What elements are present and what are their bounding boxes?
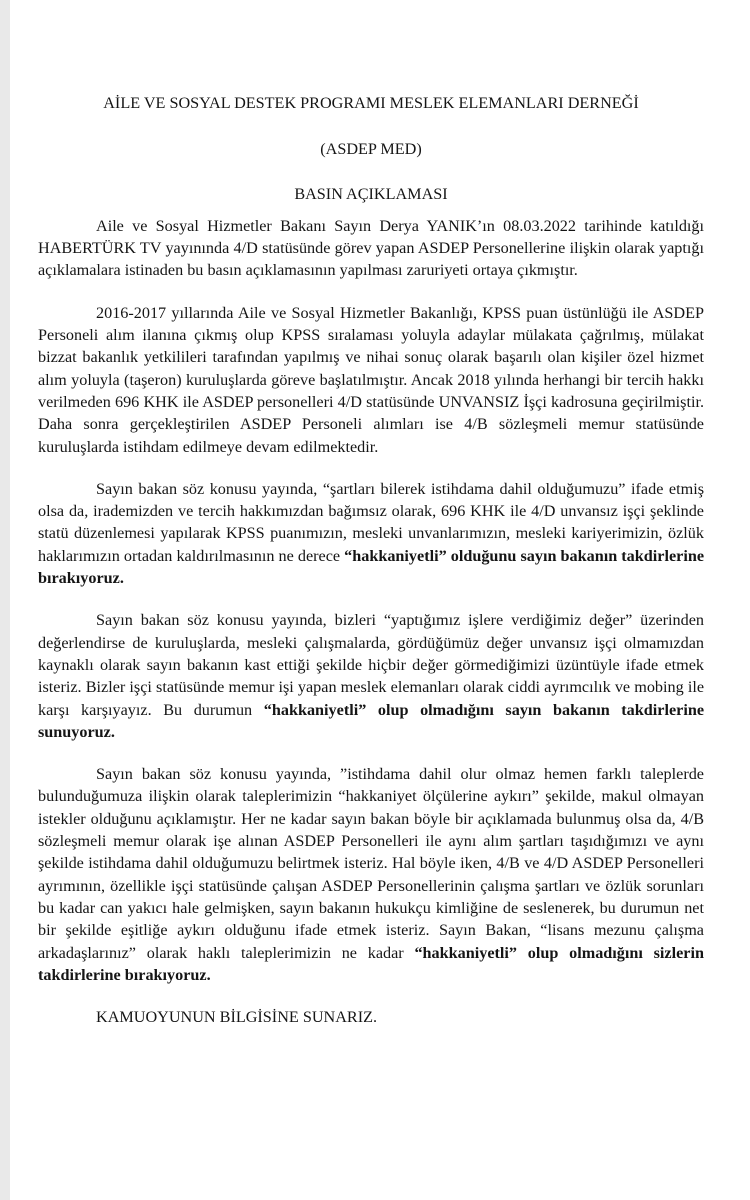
press-release	[38, 92, 704, 1028]
paragraph-5	[38, 763, 704, 986]
paragraph-3-text: Sayın bakan söz konusu yayında, “şartları bilerek istihdama dahil olduğumuzu” ifade etmiş olsa da, irademizden ve tercih hakkımızdan bağımsız olarak, 696 KHK ile 4/D unvansız işçi şeklinde statü düzenlemesi yapılarak KPSS puanımızın, mesleki unvanlarımızın, mesleki kariyerimizin, özlük haklarımızın ortadan kaldırılmasının ne derece	[38, 479, 704, 565]
organization-title: AİLE VE SOSYAL DESTEK PROGRAMI MESLEK ELEMANLARI DERNEĞİ	[103, 94, 639, 112]
paragraph-3	[38, 478, 704, 589]
paragraph-4-text: Sayın bakan söz konusu yayında, bizleri “yaptığımız işlere verdiğimiz değer” üzerinden değerlendirse de kuruluşlarda, mesleki çalışmalarda, gördüğümüz değer unvansız işçi olmamızdan kaynaklı olarak sayın bakanın kast ettiği şekilde hiçbir değer görmediğimizi üzüntüyle ifade etmek isteriz. Bizler işçi statüsünde memur işi yapan meslek elemanları olarak ciddi ayrımcılık ve mobing ile karşı karşıyayız. Bu durumun	[38, 611, 704, 719]
document-type-title: BASIN AÇIKLAMASI	[294, 184, 448, 203]
paragraph-3-bold: “hakkaniyetli” olduğunu sayın bakanın takdirlerine bırakıyoruz.	[38, 546, 705, 588]
paragraph-4-bold: “hakkaniyetli” olup olmadığını sayın bakanın takdirlerine sunuyoruz.	[38, 700, 705, 741]
paragraph-1	[38, 215, 704, 282]
organization-abbreviation: (ASDEP MED)	[320, 140, 422, 159]
paragraph-5-bold: “hakkaniyetli” olup olmadığını sizlerin takdirlerine bırakıyoruz.	[38, 943, 704, 984]
paragraph-1-text: Aile ve Sosyal Hizmetler Bakanı Sayın Derya YANIK’ın 08.03.2022 tarihinde katıldığı HABERTÜRK TV yayınında 4/D statüsünde görev yapan ASDEP Personellerine ilişkin olarak yaptığı açıklamalara istinaden bu basın açıklamasının yapılması zaruriyeti ortaya çıkmıştır.	[38, 216, 704, 280]
paragraph-2-text: 2016-2017 yıllarında Aile ve Sosyal Hizmetler Bakanlığı, KPSS puan üstünlüğü ile ASDEP Personeli alım ilanına çıkmış olup KPSS sıralaması yoluyla adaylar mülakata çağrılmış, mülakat bizzat bakanlık yetkilileri tarafından yapılmış ve nihai sonuç olarak başarılı olan kişiler özel hizmet alım yoluyla (taşeron) kuruluşlarda göreve başlatılmıştır. Ancak 2018 yılında herhangi bir tercih hakkı verilmeden 696 KHK ile ASDEP personelleri 4/D statüsünde UNVANSIZ İşçi kadrosuna geçirilmiştir. Daha sonra gerçekleştirilen ASDEP Personeli alımları ise 4/B sözleşmeli memur statüsünde kuruluşlarda istihdam edilmeye devam edilmektedir.	[38, 303, 704, 456]
paragraph-4	[38, 609, 704, 743]
paragraph-5-text: Sayın bakan söz konusu yayında, ”istihdama dahil olur olmaz hemen farklı taleplerde bulunduğumuza ilişkin olarak taleplerimizin “hakkaniyet ölçülerine aykırı” şekilde, makul olmayan istekler olduğunu açıklamıştır. Her ne kadar sayın bakan böyle bir açıklamada bulunmuş olsa da, 4/B sözleşmeli memur olarak işe alınan ASDEP Personelleri ile aynı alım şartları taşıdığımızı ve aynı şekilde istihdama dahil olduğumuzu belirtmek isteriz. Hal böyle iken, 4/B ve 4/D ASDEP Personelleri ayrımının, özellikle işçi statüsünde çalışan ASDEP Personellerinin çalışma şartları ve özlük sorunları bu kadar can yakıcı hale gelmişken, sayın bakanın hukukçu kimliğine de seslenerek, bu durumun net bir şekilde eşitliğe aykırı olduğunu ifade etmek isteriz. Sayın Bakan, “lisans mezunu çalışma arkadaşlarınız” olarak haklı taleplerimizin ne kadar	[38, 765, 704, 962]
paragraph-2	[38, 302, 704, 458]
closing-statement: KAMUOYUNUN BİLGİSİNE SUNARIZ.	[96, 1008, 378, 1027]
document-page	[10, 0, 750, 1200]
